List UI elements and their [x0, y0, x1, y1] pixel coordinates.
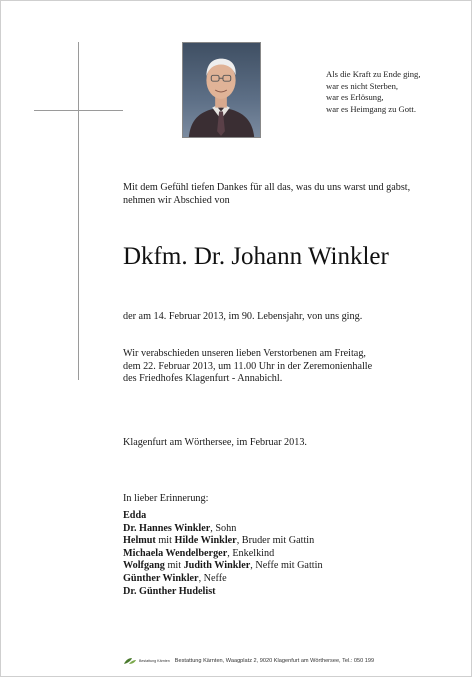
- mourner-item: [123, 586, 463, 599]
- mourner-name-2: Hilde Winkler: [174, 535, 237, 547]
- mourner-relation: , Enkelkind: [227, 547, 275, 559]
- service-line: des Friedhofes Klagenfurt - Annabichl.: [123, 373, 283, 385]
- mourner-item: [123, 560, 463, 573]
- mourner-relation: , Sohn: [210, 522, 237, 534]
- mourner-name: Dr. Günther Hudelist: [123, 585, 216, 597]
- service-line: Wir verabschieden unseren lieben Verstorbenen am Freitag,: [123, 348, 366, 359]
- poem-line: war es Heimgang zu Gott.: [326, 103, 416, 114]
- mourner-item: [123, 523, 463, 536]
- mourner-item: [123, 535, 463, 548]
- funeral-service-text: [123, 348, 463, 386]
- mourner-connector: mit: [164, 560, 184, 572]
- cross-vertical-bar: [78, 42, 79, 380]
- footer: [123, 657, 374, 665]
- mourner-item: [123, 573, 463, 586]
- mourners-list: [123, 510, 463, 598]
- place-date: Klagenfurt am Wörthersee, im Februar 2013.: [123, 437, 307, 448]
- mourner-connector: mit: [155, 535, 175, 547]
- poem-line: Als die Kraft zu Ende ging,: [326, 69, 421, 79]
- poem-line: war es Erlösung,: [326, 92, 384, 102]
- logo-text: Bestattung Kärnten: [139, 659, 170, 663]
- poem-line: war es nicht Sterben,: [326, 80, 399, 91]
- mourner-item: [123, 548, 463, 561]
- footer-contact-text: Bestattung Kärnten, Waagplatz 2, 9020 Klagenfurt am Wörthersee, Tel.: 050 199: [174, 658, 375, 664]
- funeral-service-logo: [123, 657, 170, 665]
- mourner-relation: , Bruder mit Gattin: [236, 535, 315, 547]
- intro-text: [123, 182, 463, 207]
- mourner-relation: , Neffe mit Gattin: [250, 560, 323, 572]
- mourner-name: Helmut: [123, 535, 156, 547]
- cross-horizontal-bar: [34, 110, 123, 111]
- mourner-name: Michaela Wendelberger: [123, 547, 228, 559]
- memory-label: In lieber Erinnerung:: [123, 493, 209, 504]
- mourner-name-2: Judith Winkler: [183, 560, 251, 572]
- poem: [326, 69, 466, 115]
- mourner-name: Dr. Hannes Winkler: [123, 522, 211, 534]
- deceased-name: Dkfm. Dr. Johann Winkler: [123, 243, 389, 270]
- intro-line: nehmen wir Abschied von: [123, 194, 230, 206]
- mourner-name: Günther Winkler: [123, 572, 199, 584]
- service-line: dem 22. Februar 2013, um 11.00 Uhr in der Zeremonienhalle: [123, 360, 373, 372]
- mourner-name: Edda: [123, 510, 147, 521]
- mourner-name: Wolfgang: [123, 560, 165, 572]
- death-notice-text: der am 14. Februar 2013, im 90. Lebensjahr, von uns ging.: [123, 311, 363, 322]
- deceased-portrait-photo: [182, 42, 261, 138]
- leaf-logo-icon: [123, 657, 137, 665]
- mourner-item: [123, 510, 463, 523]
- intro-line: Mit dem Gefühl tiefen Dankes für all das, was du uns warst und gabst,: [123, 182, 411, 193]
- mourner-relation: , Neffe: [198, 572, 227, 584]
